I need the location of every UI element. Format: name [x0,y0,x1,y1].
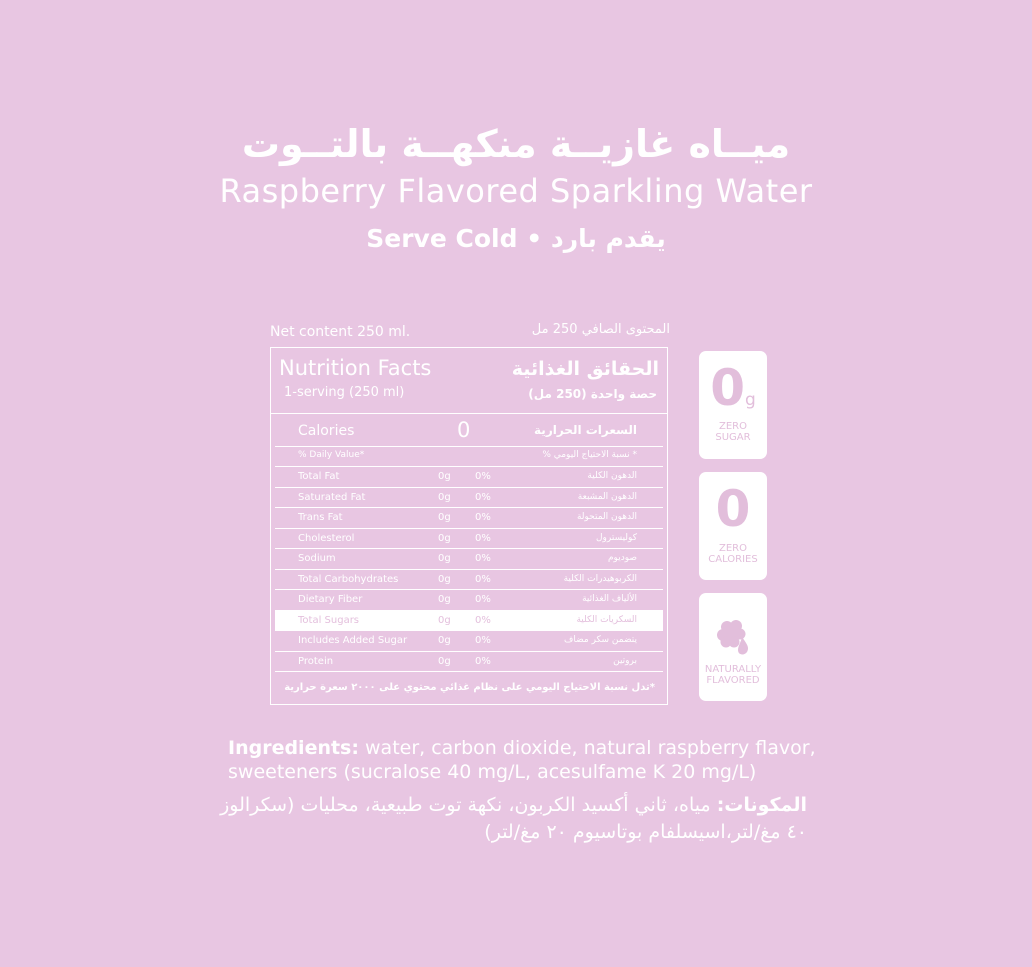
zero-sugar-caption-2: SUGAR [715,432,751,443]
calories-value: 0 [457,418,471,442]
nutrient-percent: 0% [475,553,491,564]
daily-value-footnote: *تدل نسبة الاحتياج اليومي على نظام غذائي محتوي على ٢٠٠٠ سعرة حرارية [284,682,655,693]
nutrient-amount: 0g [438,471,451,482]
ingredients-text-arabic: مياه، ثاني أكسيد الكربون، نكهة توت طبيعية، محليات (سكرالوز ٤٠ مغ/لتر،اسيسلفام بوتاسيوم ٢٠ مغ/لتر) [220,794,807,843]
calories-label-arabic: السعرات الحرارية [534,423,637,437]
nutrient-row [275,508,663,529]
calories-row [275,418,663,447]
nutrient-rows [275,467,663,672]
nutrient-row [275,529,663,550]
nutrient-amount: 0g [438,635,451,646]
ingredients-arabic [207,792,807,846]
ingredients-label-arabic: المكونات: [716,794,807,816]
nutrient-percent: 0% [475,471,491,482]
header-divider [271,413,667,414]
nutrient-row [275,549,663,570]
product-title-english: Raspberry Flavored Sparkling Water [219,172,813,210]
nutrient-amount: 0g [438,655,451,667]
nutrient-label: Total Fat [298,471,340,482]
serving-size-english: 1-serving (250 ml) [284,385,405,400]
daily-value-label-arabic: * نسبة الاحتياج اليومي % [542,450,637,460]
nutrient-amount: 0g [438,594,451,605]
nutrient-amount: 0g [438,573,451,585]
nutrient-amount: 0g [438,553,451,564]
zero-calories-caption-2: CALORIES [708,554,758,565]
net-content-arabic: المحتوى الصافي 250 مل [531,322,670,337]
nutrient-row [275,652,663,673]
nutrient-row [275,467,663,488]
nutrient-amount: 0g [438,614,451,626]
nutrient-label: Sodium [298,553,336,564]
nutrient-label: Total Sugars [298,614,360,626]
nutrient-label-arabic: الكربوهيدرات الكلية [563,573,637,584]
net-content-english: Net content 250 ml. [270,324,411,340]
nutrient-label-arabic: الألياف الغذائية [582,594,637,604]
nutrient-row [275,590,663,611]
daily-value-label: % Daily Value* [298,450,365,460]
nutrient-amount: 0g [438,512,451,523]
serving-size-arabic: حصة واحدة (250 مل) [528,387,657,401]
ingredients-label-english: Ingredients: [228,737,359,759]
naturally-flavored-badge [699,593,767,701]
nutrient-label-arabic: الدهون المشبعة [577,491,637,502]
nutrient-row-highlighted [275,611,663,632]
nutrition-facts-panel [270,347,668,705]
zero-calories-badge [699,472,767,580]
nutrient-label: Total Carbohydrates [298,573,399,585]
raspberry-icon [713,615,753,659]
nutrient-label: Trans Fat [298,512,343,523]
nutrient-percent: 0% [475,655,491,667]
serve-instruction: Serve Cold • يقدم بارد [366,224,666,253]
nutrient-percent: 0% [475,594,491,605]
nutrient-label: Saturated Fat [298,491,366,503]
naturally-flavored-caption-2: FLAVORED [706,675,760,686]
daily-value-row [275,447,663,467]
nutrient-label: Includes Added Sugar [298,635,408,646]
zero-calories-caption-1: ZERO [719,543,747,554]
nutrient-percent: 0% [475,573,491,585]
nutrient-amount: 0g [438,532,451,544]
nutrition-title-english: Nutrition Facts [279,356,432,380]
calories-label: Calories [298,423,355,439]
nutrient-percent: 0% [475,614,491,626]
zero-sugar-value: 0g [710,359,756,417]
nutrient-label-arabic: الدهون الكلية [587,471,637,481]
nutrient-label: Dietary Fiber [298,594,363,605]
nutrition-title-arabic: الحقائق الغذائية [511,358,659,380]
nutrient-label-arabic: الدهون المتحولة [576,512,637,522]
nutrient-percent: 0% [475,491,491,503]
naturally-flavored-caption-1: NATURALLY [704,664,762,675]
zero-sugar-caption-1: ZERO [719,421,747,432]
nutrient-percent: 0% [475,512,491,523]
zero-sugar-unit: g [745,390,756,410]
nutrient-label-arabic: السكريات الكلية [576,614,637,625]
nutrient-row [275,488,663,509]
nutrient-label: Cholesterol [298,532,355,544]
ingredients-text-english: water, carbon dioxide, natural raspberry flavor, sweeteners (sucralose 40 mg/L, acesulfame K 20 mg/L) [228,737,816,783]
nutrient-amount: 0g [438,491,451,503]
nutrient-percent: 0% [475,635,491,646]
product-title-arabic: ميــاه غازيــة منكهــة بالتــوت [241,122,791,166]
zero-calories-value: 0 [715,480,751,538]
nutrient-label-arabic: كوليسترول [596,532,637,543]
nutrient-label: Protein [298,655,334,667]
nutrient-percent: 0% [475,532,491,544]
nutrient-label-arabic: بروتين [613,655,637,666]
nutrient-label-arabic: صوديوم [607,553,637,563]
nutrient-row [275,570,663,591]
zero-sugar-badge [699,351,767,459]
nutrient-row [275,631,663,652]
nutrient-label-arabic: يتضمن سكر مضاف [564,635,637,645]
ingredients-english [228,736,828,784]
